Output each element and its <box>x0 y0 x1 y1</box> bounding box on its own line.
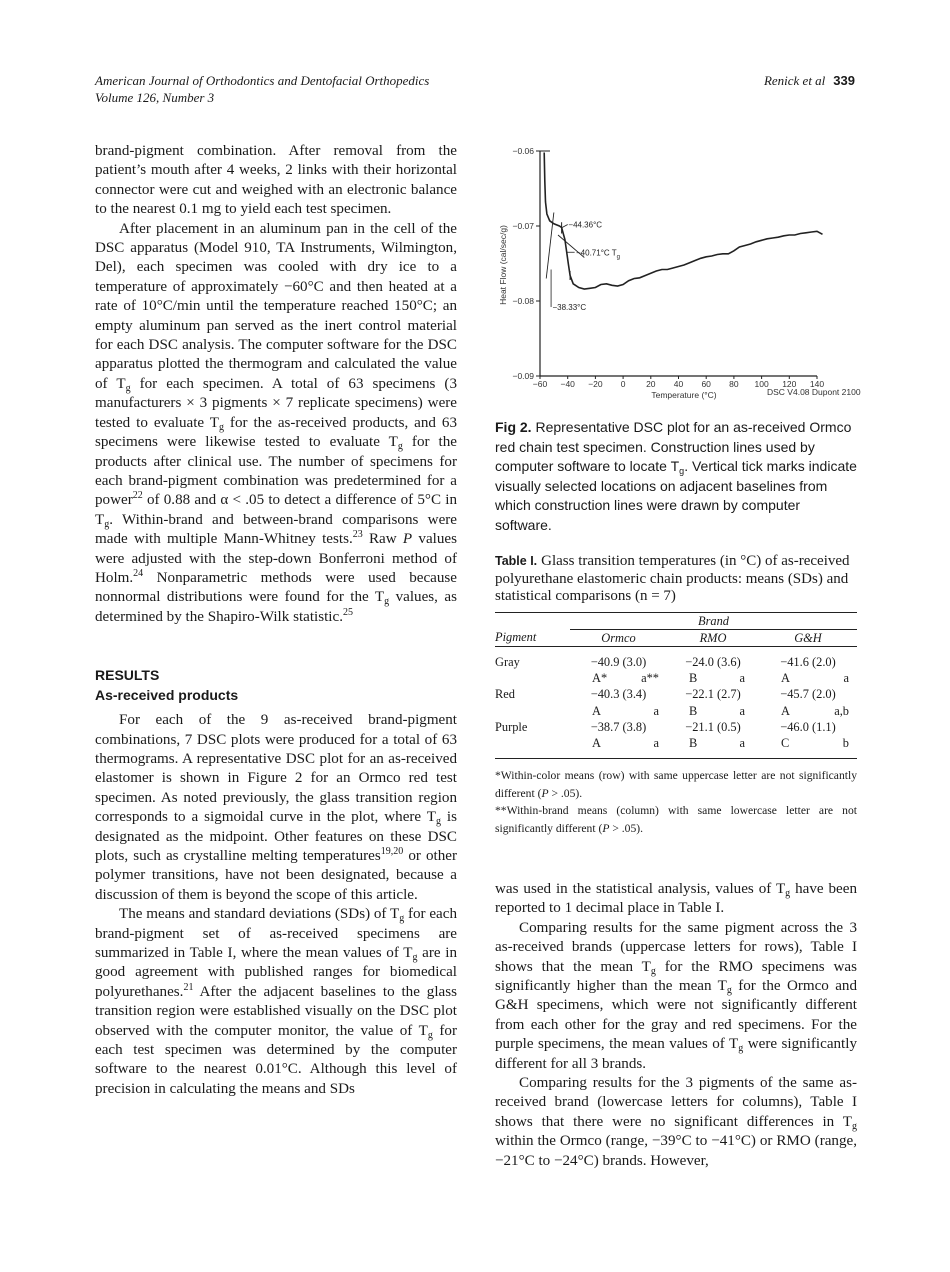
x-tick-label: 20 <box>646 379 656 389</box>
uppercase-letter: C <box>781 735 790 750</box>
x-tick-label: −40 <box>560 379 575 389</box>
lowercase-letter: a,b <box>834 703 849 718</box>
software-label: DSC V4.08 Dupont 2100 <box>767 387 861 397</box>
uppercase-letter: A <box>781 671 790 686</box>
table-row <box>495 735 857 751</box>
value-cell: −40.3 (3.4) <box>590 687 647 702</box>
x-tick-label: 40 <box>673 379 684 389</box>
pigment-cell: Purple <box>495 719 528 734</box>
y-tick-label: −0.08 <box>512 296 534 306</box>
uppercase-letter: B <box>689 735 698 750</box>
x-tick-label: −20 <box>588 379 603 389</box>
col-header: Ormco <box>601 630 636 645</box>
uppercase-letter: A <box>781 703 790 718</box>
construction-line <box>546 213 554 279</box>
x-tick-label: 140 <box>809 379 825 389</box>
paragraph: brand-pigment combination. After removal from the patient’s mouth after 4 weeks, 2 links with their horizontal connector were cut and weighed with an electronic balance to the nearest 0.1 mg to yield each test specimen. <box>95 143 457 218</box>
y-tick-label: −0.07 <box>512 221 534 231</box>
lowercase-letter: a <box>843 671 849 686</box>
annotation-leader <box>562 225 568 228</box>
lowercase-letter: a <box>653 703 659 718</box>
author-name: Renick et al <box>763 73 826 88</box>
journal-volume: Volume 126, Number 3 <box>95 90 215 105</box>
table-body <box>495 654 857 751</box>
value-cell: −21.1 (0.5) <box>685 719 741 734</box>
section-heading: RESULTS <box>95 667 160 684</box>
page-number: 339 <box>833 73 855 88</box>
lowercase-letter: a <box>739 735 745 750</box>
footnote: **Within-brand means (column) with same lowercase letter are not significantly different (P > .05). <box>495 804 857 835</box>
paragraph: Comparing results for the 3 pigments of the same as-received brand (lowercase letters for columns), Table I shows that there were no significant differences in $T_g$ within the Ormco (range, −39°C to −41°C) or RMO (range, −21°C to −24°C) brands. However, <box>495 1075 857 1169</box>
lowercase-letter: a <box>739 671 745 686</box>
x-tick-label: 120 <box>782 379 797 389</box>
col-header: RMO <box>699 630 727 645</box>
uppercase-letter: B <box>689 703 698 718</box>
table-row <box>495 703 857 719</box>
value-cell: −24.0 (3.6) <box>685 654 741 669</box>
dsc-plot <box>495 140 880 410</box>
uppercase-letter: B <box>689 671 698 686</box>
data-table <box>495 613 857 752</box>
pigment-cell: Gray <box>495 654 520 669</box>
annotation-label: −40.71°C $T_g$ <box>576 248 620 261</box>
dsc-figure <box>495 140 880 410</box>
col-header: G&H <box>794 630 822 645</box>
uppercase-letter: A <box>592 703 601 718</box>
y-tick-label: −0.06 <box>512 146 534 156</box>
value-cell: −22.1 (2.7) <box>685 687 741 702</box>
table-row <box>495 654 857 670</box>
uppercase-letter: A* <box>592 671 608 686</box>
annotation-label: −38.33°C <box>552 303 587 312</box>
table-row <box>495 719 857 735</box>
value-cell: −40.9 (3.0) <box>590 654 647 669</box>
x-tick-label: 0 <box>620 379 626 389</box>
paragraph: The means and standard deviations (SDs) of $T_g$ for each brand-pigment set of as-received specimens are summarized in Table I, where the mean values of $T_g$ are in good agreement with published ranges for biomedical polyurethanes.$^{21}$ After the adjacent baselines to the glass transition region were established visually on the DSC plot observed with the computer monitor, the value of $T_g$ for each test specimen was determined by the computer software to the nearest 0.01°C. Although this level of precision in calculating the means and SDs <box>95 906 458 1097</box>
left-column <box>95 142 457 1099</box>
right-column <box>495 880 857 1171</box>
table-title: Table I. Glass transition temperatures (in °C) of as-received polyurethane elastomeric chain products: means (SDs) and statistical comparisons (n = 7) <box>495 553 850 604</box>
paragraph: After placement in an aluminum pan in the cell of the DSC apparatus (Model 910, TA Instruments, Wilmington, Del), each specimen was cooled with dry ice to a temperature of approximately −60°C and then heated at a rate of 10°C/min until the temperature reached 150°C; an empty aluminum pan served as the inert control material for each DSC analysis. The computer software for the DSC apparatus plotted the thermogram and calculated the value of $T_g$ for each specimen. A total of 63 specimens (3 manufacturers × 3 pigments × 7 replicate specimens) were tested to evaluate $T_g$ for the as-received products, and 63 specimens were likewise tested to evaluate $T_g$ for the products after clinical use. The number of specimens for each brand-pigment combination was predetermined for a power$^{22}$ of 0.88 and α < .05 to detect a difference of 5°C in $T_g$. Within-brand and between-brand comparisons were made with multiple Mann-Whitney tests.$^{23}$ Raw P values were adjusted with the step-down Bonferroni method of Holm.$^{24}$ Nonparametric methods were used because nonnormal distributions were found for the $T_g$ values, as determined by the Shapiro-Wilk statistic.$^{25}$ <box>95 220 458 625</box>
x-tick-label: 60 <box>701 379 711 389</box>
x-tick-label: 100 <box>754 379 769 389</box>
y-tick-label: −0.09 <box>512 371 534 381</box>
annotation-label: −44.36°C <box>568 220 603 230</box>
footnote: *Within-color means (row) with same uppercase letter are not significantly different (P > .05). <box>495 769 857 800</box>
lowercase-letter: a** <box>641 671 659 686</box>
running-head <box>95 72 855 106</box>
lowercase-letter: b <box>842 735 849 750</box>
table-footnotes <box>495 767 857 837</box>
y-axis-label: Heat Flow (cal/sec/g) <box>498 225 508 305</box>
table-row <box>495 686 857 702</box>
value-cell: −38.7 (3.8) <box>590 719 647 734</box>
brand-header: Brand <box>698 613 729 628</box>
x-tick-label: −60 <box>532 379 548 389</box>
value-cell: −41.6 (2.0) <box>780 654 836 669</box>
lowercase-letter: a <box>653 735 659 750</box>
table-row <box>495 670 857 686</box>
value-cell: −46.0 (1.1) <box>780 719 836 734</box>
x-tick-label: 80 <box>729 379 739 389</box>
author-page <box>764 72 855 89</box>
paragraph: Comparing results for the same pigment across the 3 as-received brands (uppercase letters for rows), Table I shows that the mean $T_g$ for the RMO specimens was significantly higher than the mean $T_g$ for the Ormco and G&H specimens, which were not significantly different from each other for the gray and red specimens. For the purple specimens, the mean values of $T_g$ were significantly different for all 3 brands. <box>495 919 857 1072</box>
pigment-header: Pigment <box>495 630 537 645</box>
figure-caption: Fig 2. Representative DSC plot for an as-received Ormco red chain test specimen. Construction lines used by computer software to locate $T_g$. Vertical tick marks indicate visually selected locations on adjacent baselines from which construction lines were drawn by computer software. <box>495 419 857 533</box>
uppercase-letter: A <box>592 735 601 750</box>
journal-name: American Journal of Orthodontics and Dentofacial Orthopedics <box>95 73 430 88</box>
paragraph: was used in the statistical analysis, values of $T_g$ have been reported to 1 decimal place in Table I. <box>495 881 857 917</box>
lowercase-letter: a <box>739 703 745 718</box>
paragraph: For each of the 9 as-received brand-pigment combinations, 7 DSC plots were produced for a total of 63 thermograms. A representative DSC plot for an as-received elastomer is shown in Figure 2 for an Ormco red test specimen. As noted previously, the glass transition region corresponds to a sigmoidal curve in the plot, where $T_g$ is designated as the midpoint. Other features on these DSC plots, such as crystalline melting temperatures$^{19,20}$ or other polymer transitions, have not been designated, because a discussion of them is beyond the scope of this article. <box>95 712 457 903</box>
pigment-cell: Red <box>495 687 515 702</box>
value-cell: −45.7 (2.0) <box>780 687 836 702</box>
table-block <box>495 553 857 837</box>
subsection-heading: As-received products <box>95 687 239 704</box>
x-axis-label: Temperature (°C) <box>651 390 717 400</box>
